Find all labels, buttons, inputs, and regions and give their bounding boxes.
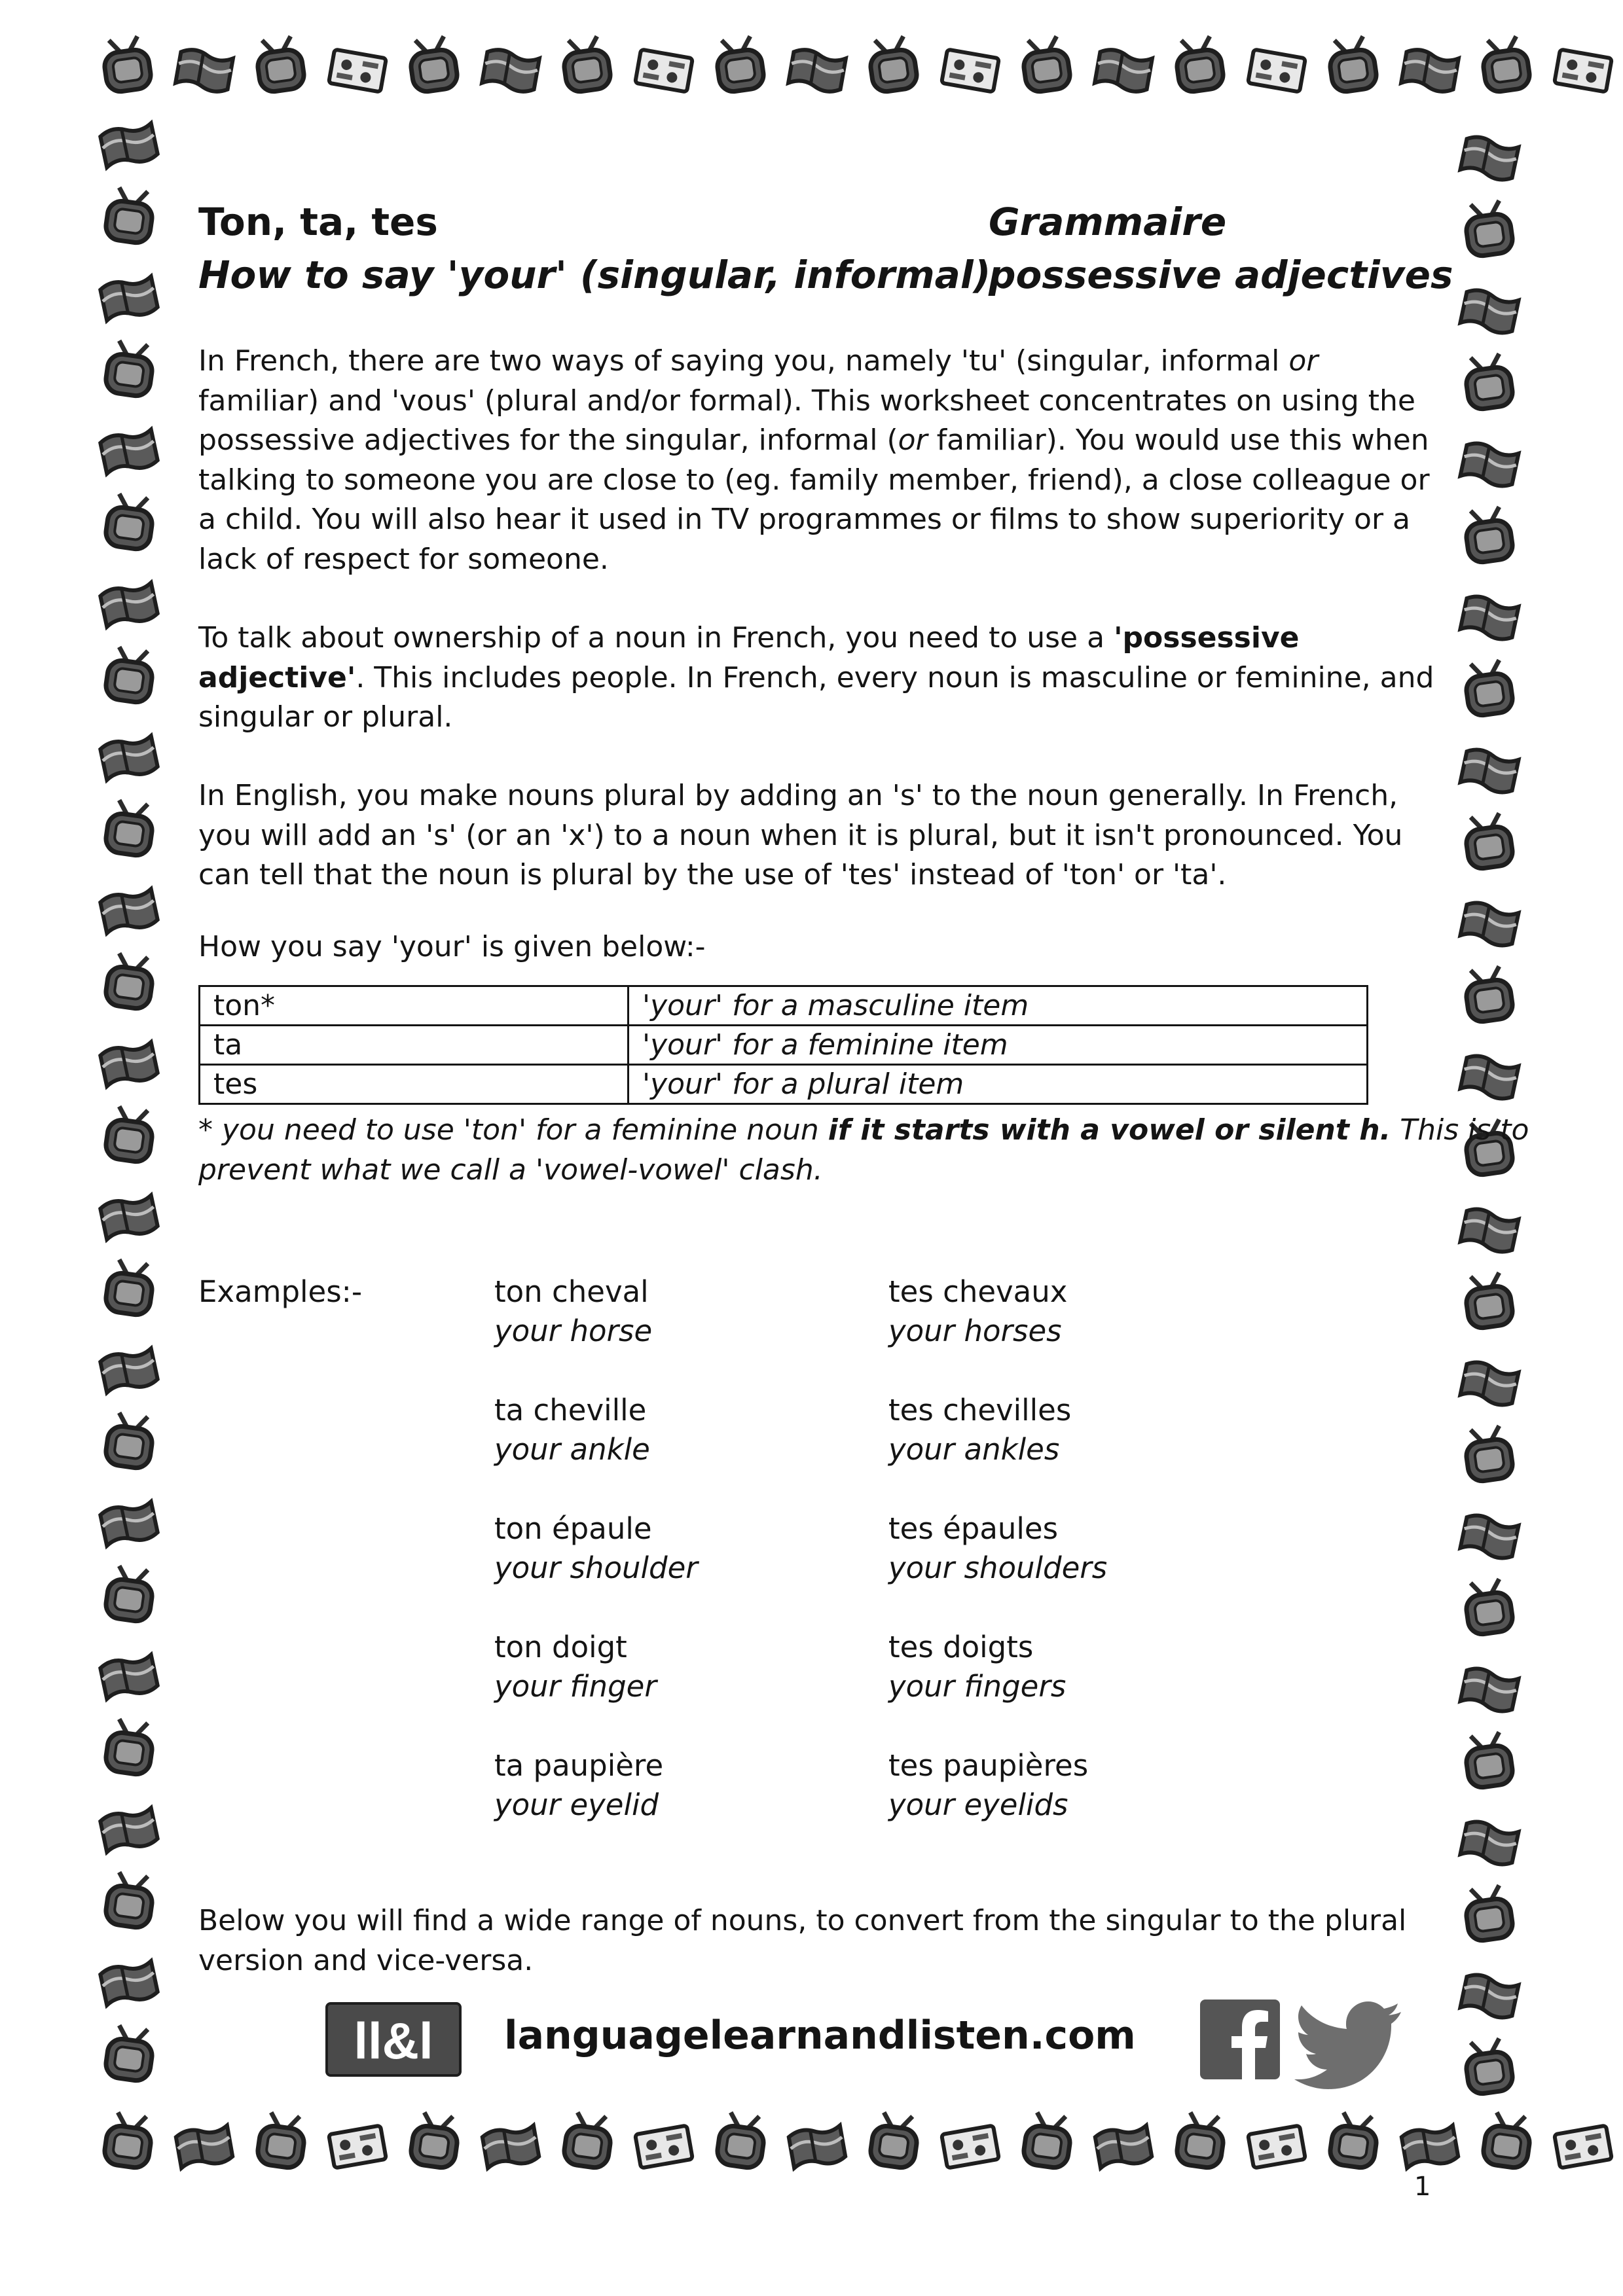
tv-icon xyxy=(101,35,152,94)
facebook-icon[interactable] xyxy=(1200,2000,1280,2079)
p1-text-c: familiar). You would use this when talking to someone you are close to (eg. family member, friend), a close colleague or a child. You will also hear it used in TV programmes or films to show superiority or a lack of respect for someone. xyxy=(198,423,1430,576)
tv-icon xyxy=(1328,2111,1379,2170)
flag-icon xyxy=(1095,2124,1153,2170)
page-number: 1 xyxy=(1414,2172,1431,2202)
tv-icon xyxy=(256,2111,307,2170)
tv-icon xyxy=(1463,812,1514,870)
tv-icon xyxy=(104,646,155,704)
flag-icon xyxy=(1460,1973,1519,2020)
table-cell-meaning: 'your' for a feminine item xyxy=(629,1026,1368,1065)
p2-bold: 'possessive adjective' xyxy=(198,621,1300,694)
example-plural xyxy=(888,1509,1107,1588)
tv-icon xyxy=(104,2024,155,2083)
flag-icon xyxy=(1460,1054,1519,1101)
ticket-icon xyxy=(1554,49,1612,92)
flag-icon xyxy=(482,2124,540,2170)
page-title: Ton, ta, tes xyxy=(198,200,438,244)
tv-icon xyxy=(1463,659,1514,717)
flag-icon xyxy=(1401,2124,1459,2170)
flag-icon xyxy=(1460,1207,1519,1254)
example-french: ton cheval xyxy=(494,1274,649,1309)
ticket-icon xyxy=(329,49,386,92)
example-french: tes doigts xyxy=(888,1630,1034,1664)
tv-icon xyxy=(1463,965,1514,1024)
closing-paragraph: Below you will find a wide range of nouns, to convert from the singular to the plural version and vice-versa. xyxy=(198,1904,1407,1977)
table-cell-word: ton* xyxy=(200,986,629,1026)
flag-icon xyxy=(1460,901,1519,948)
flag-icon xyxy=(100,1041,158,1088)
example-singular xyxy=(494,1746,663,1825)
flag-icon xyxy=(1460,1513,1519,1560)
example-english: your fingers xyxy=(888,1669,1067,1704)
logo-text: ll&l xyxy=(354,2012,433,2070)
tv-icon xyxy=(1175,2111,1226,2170)
tv-icon xyxy=(1022,2111,1073,2170)
example-french: tes paupières xyxy=(888,1748,1089,1783)
tv-icon xyxy=(104,799,155,857)
flag-icon xyxy=(100,581,158,628)
p2-text-b: . This includes people. In French, every noun is masculine or feminine, and singular or plural. xyxy=(198,660,1434,734)
example-french: ta cheville xyxy=(494,1393,647,1427)
tv-icon xyxy=(1463,1425,1514,1483)
table-cell-meaning: 'your' for a masculine item xyxy=(629,986,1368,1026)
tv-icon xyxy=(562,2111,613,2170)
page-subtitle: How to say 'your' (singular, informal) xyxy=(198,253,991,297)
table-row xyxy=(200,986,1368,1026)
flag-icon xyxy=(100,122,158,169)
flag-icon xyxy=(100,1960,158,2007)
tv-icon xyxy=(714,35,765,94)
tv-icon xyxy=(1480,35,1531,94)
tv-icon xyxy=(1173,35,1224,94)
note-text-a: * you need to use 'ton' for a feminine noun xyxy=(198,1113,828,1147)
example-english: your eyelid xyxy=(494,1787,659,1822)
example-french: ta paupière xyxy=(494,1748,664,1783)
table-row xyxy=(200,1026,1368,1065)
example-plural xyxy=(888,1746,1088,1825)
table-intro: How you say 'your' is given below:- xyxy=(198,930,706,963)
example-plural xyxy=(888,1628,1066,1706)
flag-icon xyxy=(1460,135,1519,182)
example-french: ton épaule xyxy=(494,1511,652,1546)
flag-icon xyxy=(100,734,158,781)
tv-icon xyxy=(407,35,458,94)
example-english: your shoulders xyxy=(888,1551,1108,1585)
twitter-icon[interactable] xyxy=(1294,2001,1402,2090)
example-english: your finger xyxy=(494,1669,657,1704)
flag-icon xyxy=(1460,288,1519,335)
flag-icon xyxy=(1460,1820,1519,1867)
example-singular xyxy=(494,1509,698,1588)
tv-icon xyxy=(1463,1884,1514,1943)
flag-icon xyxy=(175,2124,234,2170)
example-english: your ankles xyxy=(888,1432,1060,1467)
p2-text-a: To talk about ownership of a noun in French, you need to use a xyxy=(198,621,1114,655)
tv-icon xyxy=(1463,1272,1514,1330)
flag-icon xyxy=(100,275,158,322)
table-cell-word: tes xyxy=(200,1065,629,1104)
table-row xyxy=(200,1065,1368,1104)
flag-icon xyxy=(100,428,158,475)
tv-icon xyxy=(104,1105,155,1164)
example-singular xyxy=(494,1391,650,1469)
ticket-icon xyxy=(635,49,693,92)
example-english: your ankle xyxy=(494,1432,650,1467)
tv-icon xyxy=(104,1412,155,1470)
flag-icon xyxy=(788,2124,847,2170)
table-cell-word: ta xyxy=(200,1026,629,1065)
tv-icon xyxy=(104,1718,155,1776)
tv-icon xyxy=(867,35,918,94)
intro-paragraph-2 xyxy=(198,619,1442,738)
tv-icon xyxy=(716,2111,767,2170)
example-english: your horses xyxy=(888,1314,1062,1348)
example-english: your horse xyxy=(494,1314,653,1348)
tv-icon xyxy=(1463,506,1514,564)
note-bold: if it starts with a vowel or silent h. xyxy=(828,1113,1391,1147)
example-french: tes chevilles xyxy=(888,1393,1072,1427)
tv-icon xyxy=(1463,1578,1514,1636)
table-cell-meaning: 'your' for a plural item xyxy=(629,1065,1368,1104)
tv-icon xyxy=(409,2111,460,2170)
ticket-icon xyxy=(941,2125,999,2168)
example-singular xyxy=(494,1628,657,1706)
examples-label: Examples:- xyxy=(198,1274,363,1309)
flag-icon xyxy=(1401,48,1459,94)
flag-icon xyxy=(1460,1666,1519,1713)
tv-icon xyxy=(104,1565,155,1623)
p1-text-b: familiar) and 'vous' (plural and/or formal). This worksheet concentrates on using the possessive adjectives for the singular, informal ( xyxy=(198,384,1415,457)
flag-icon xyxy=(100,1194,158,1241)
flag-icon xyxy=(100,888,158,935)
ll-and-l-logo[interactable] xyxy=(325,2002,462,2077)
tv-icon xyxy=(1020,35,1071,94)
tv-icon xyxy=(104,340,155,398)
ticket-icon xyxy=(1554,2125,1612,2168)
example-singular xyxy=(494,1272,652,1351)
example-french: tes épaules xyxy=(888,1511,1059,1546)
tv-icon xyxy=(1463,353,1514,411)
flag-icon xyxy=(100,1806,158,1854)
example-plural xyxy=(888,1272,1067,1351)
example-plural xyxy=(888,1391,1071,1469)
flag-icon xyxy=(1460,1360,1519,1407)
example-french: ton doigt xyxy=(494,1630,627,1664)
flag-icon xyxy=(175,48,234,94)
flag-icon xyxy=(1095,48,1153,94)
tv-icon xyxy=(104,493,155,551)
possessive-table xyxy=(198,985,1368,1105)
p1-or: or xyxy=(1288,344,1319,378)
tv-icon xyxy=(104,1259,155,1317)
tv-icon xyxy=(1463,2037,1514,2096)
ticket-icon xyxy=(941,49,999,92)
flag-icon xyxy=(788,48,847,94)
intro-paragraph-1 xyxy=(198,342,1442,579)
category-label: Grammaire xyxy=(989,200,1227,244)
flag-icon xyxy=(482,48,540,94)
website-link[interactable]: languagelearnandlisten.com xyxy=(504,2013,1136,2058)
tv-icon xyxy=(560,35,611,94)
p1-text-a: In French, there are two ways of saying you, namely 'tu' (singular, informal xyxy=(198,344,1289,378)
tv-icon xyxy=(254,35,305,94)
flag-icon xyxy=(100,1500,158,1547)
example-english: your eyelids xyxy=(888,1787,1068,1822)
example-french: tes chevaux xyxy=(888,1274,1068,1309)
ticket-icon xyxy=(635,2125,693,2168)
tv-icon xyxy=(1482,2111,1533,2170)
flag-icon xyxy=(1460,747,1519,795)
p1-or-2: or xyxy=(898,423,928,457)
flag-icon xyxy=(100,1347,158,1394)
topic-label: possessive adjectives xyxy=(989,253,1453,297)
tv-icon xyxy=(1463,200,1514,258)
tv-icon xyxy=(1463,1731,1514,1789)
tv-icon xyxy=(104,952,155,1011)
tv-icon xyxy=(104,1871,155,1929)
ticket-icon xyxy=(1248,2125,1305,2168)
tv-icon xyxy=(104,187,155,245)
tv-icon xyxy=(103,2111,154,2170)
intro-paragraph-3: In English, you make nouns plural by adding an 's' to the noun generally. In French, you will add an 's' (or an 'x') to a noun when it is plural, but it isn't pronounced. You can tell that the noun is plural by the use of 'tes' instead of 'ton' or 'ta'. xyxy=(198,779,1403,891)
tv-icon xyxy=(869,2111,920,2170)
flag-icon xyxy=(1460,594,1519,641)
flag-icon xyxy=(100,1653,158,1700)
example-english: your shoulder xyxy=(494,1551,698,1585)
ticket-icon xyxy=(329,2125,386,2168)
flag-icon xyxy=(1460,441,1519,488)
ticket-icon xyxy=(1248,49,1305,92)
tv-icon xyxy=(1326,35,1377,94)
note-text-b: This is to prevent what we call a 'vowel-vowel' clash. xyxy=(198,1113,1529,1187)
footnote xyxy=(198,1110,1623,1190)
